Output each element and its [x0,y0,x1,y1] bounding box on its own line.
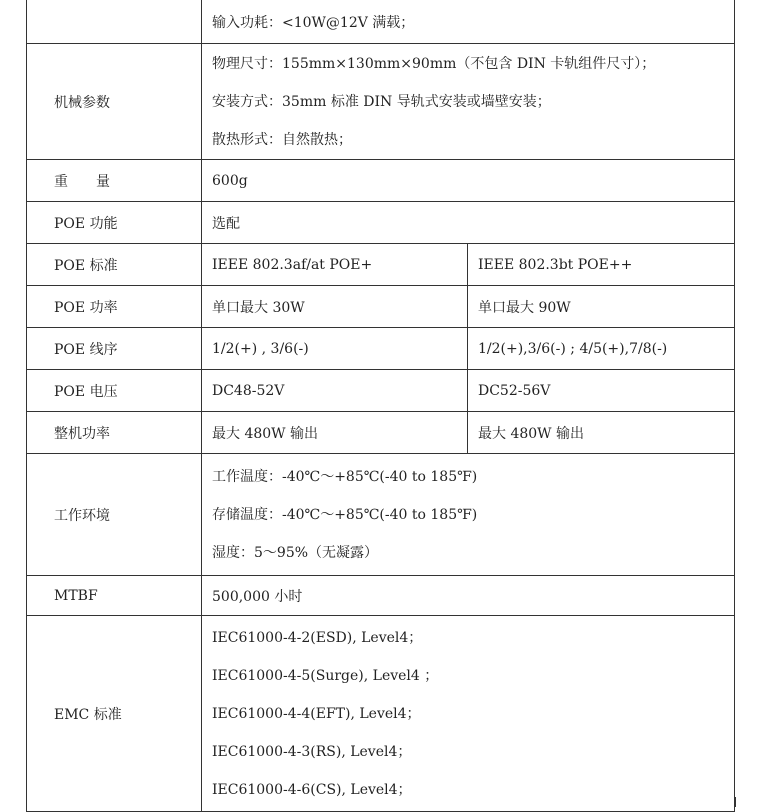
row-label: 工作环境 [27,454,202,576]
row-label: MTBF [27,576,202,616]
row-value-b: IEEE 802.3bt POE++ [468,244,735,286]
row-value: 500,000 小时 [202,576,735,616]
row-value-multiline [202,616,735,812]
table-row [27,412,735,454]
row-label: 重 量 [27,160,202,202]
row-label: POE 标准 [27,244,202,286]
spec-line: IEC61000-4-6(CS), Level4； [212,781,412,798]
row-label: POE 功率 [27,286,202,328]
row-label: 机械参数 [27,44,202,160]
row-label: POE 功能 [27,202,202,244]
spec-line: IEC61000-4-5(Surge), Level4 ； [212,667,439,684]
row-value: 600g [202,160,735,202]
row-label: POE 线序 [27,328,202,370]
spec-line: IEC61000-4-2(ESD), Level4； [212,629,423,646]
table-row [27,44,735,160]
row-value-a: 单口最大 30W [202,286,468,328]
table-row [27,454,735,576]
table-row [27,616,735,812]
row-value-b: 最大 480W 输出 [468,412,735,454]
row-value-b: 单口最大 90W [468,286,735,328]
table-row [27,202,735,244]
table-row [27,370,735,412]
row-label: EMC 标准 [27,616,202,812]
spec-line: 工作温度：-40℃～+85℃(-40 to 185℉) [212,468,478,485]
table-continuation [26,797,736,807]
spec-line: 存储温度：-40℃～+85℃(-40 to 185℉) [212,506,478,523]
spec-table [26,0,735,812]
row-value-multiline [202,454,735,576]
spec-line: IEC61000-4-3(RS), Level4； [212,743,412,760]
row-value-a: 1/2(+) , 3/6(-) [202,328,468,370]
row-value-a: IEEE 802.3af/at POE+ [202,244,468,286]
row-value: 选配 [202,202,735,244]
table-row [27,244,735,286]
row-value: 输入功耗：<10W@12V 满载； [202,0,735,44]
row-label: 整机功率 [27,412,202,454]
row-value-multiline [202,44,735,160]
row-value-b: DC52-56V [468,370,735,412]
table-row [27,160,735,202]
row-value-b: 1/2(+),3/6(-) ; 4/5(+),7/8(-) [468,328,735,370]
table-row [27,286,735,328]
row-value-a: DC48-52V [202,370,468,412]
row-label [27,0,202,44]
table-row [27,328,735,370]
spec-line: IEC61000-4-4(EFT), Level4； [212,705,421,722]
spec-line: 安装方式：35mm 标准 DIN 导轨式安装或墙壁安装； [212,93,551,110]
table-row [27,576,735,616]
spec-line: 湿度：5～95%（无凝露） [212,544,379,561]
spec-line: 物理尺寸：155mm×130mm×90mm（不包含 DIN 卡轨组件尺寸）； [212,55,656,72]
row-label: POE 电压 [27,370,202,412]
table-row [27,0,735,44]
row-value-a: 最大 480W 输出 [202,412,468,454]
spec-line: 散热形式：自然散热； [212,131,352,148]
